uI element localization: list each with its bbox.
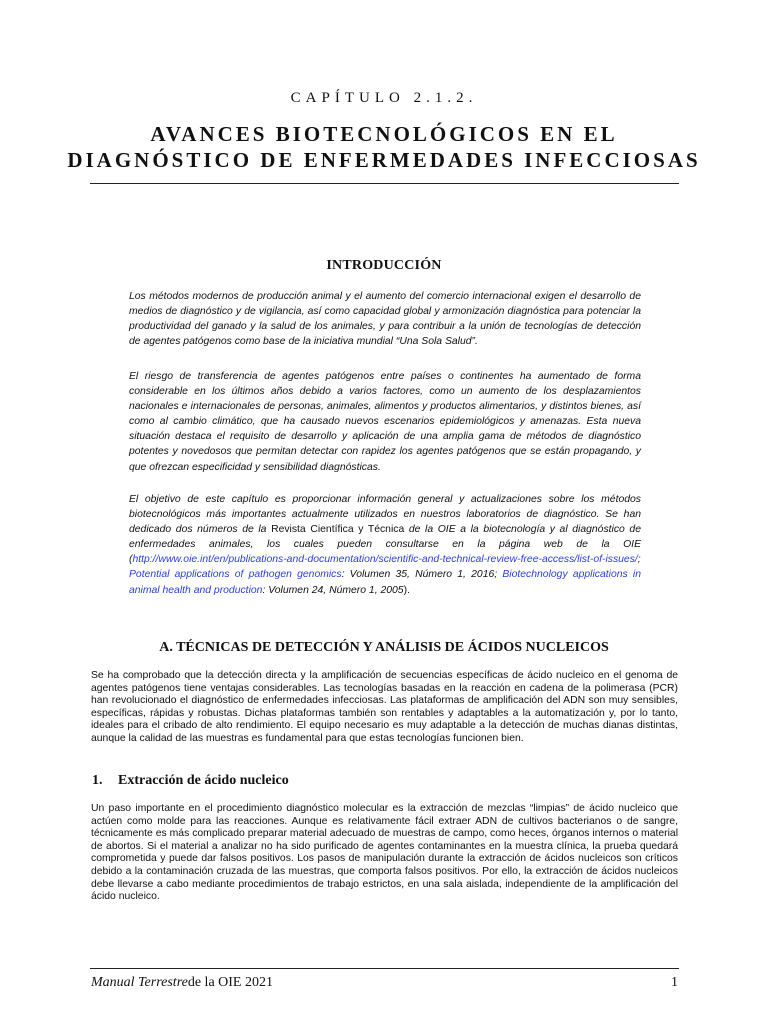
- intro-p3-text-4: : Volumen 35, Número 1, 2016;: [341, 569, 503, 581]
- header-divider: [90, 183, 679, 184]
- footer-manual-rest: de la OIE 2021: [187, 975, 273, 990]
- introduction-paragraph-1: Los métodos modernos de producción animal y el aumento del comercio internacional exigen el desarrollo de medios de diagnóstico y de vigilancia, así como capacidad global y armonización diagnóstica para potenciar la productividad del ganado y la salud de los animales, y para contribuir a la unión de tecnologías de detección de agentes patógenos como base de la iniciativa mundial “Una Sola Salud”.: [129, 291, 641, 348]
- footer-divider: [90, 968, 679, 969]
- footer-manual-title: [91, 975, 273, 991]
- intro-p3-text-2: de la OIE a la biotecnología y al diagnóstico de enfermedades animales, los cuales pueden consultarse en la página web de la OIE (: [129, 524, 641, 566]
- journal-name: Revista Científica y Técnica: [271, 524, 405, 536]
- intro-p3-text-6: ).: [403, 584, 410, 596]
- footer-manual-name: Manual Terrestre: [91, 975, 188, 990]
- chapter-title-line-1: AVANCES BIOTECNOLÓGICOS EN EL: [150, 122, 618, 146]
- page-number: 1: [671, 975, 678, 990]
- intro-p3-text-5: : Volumen 24, Número 1, 2005: [262, 584, 404, 596]
- section-1-paragraph: Un paso importante en el procedimiento diagnóstico molecular es la extracción de mezclas “limpias” de ácido nucleico que actúen como molde para las reacciones. Aunque es relativamente fácil extraer ADN de cultivos bacterianos o de sangre, técnicamente es más complicado preparar material adecuado de muestras de campo, como heces, órganos internos o material de abortos. Si el material a analizar no ha sido purificado de agentes contaminantes en la muestra clínica, la prueba quedará comprometida y puede dar falsos positivos. Los pasos de manipulación durante la extracción de ácidos nucleicos son críticos debido a la contaminación cruzada de las muestras, que comporta falsos positivos. Por ello, la extracción de ácidos nucleicos debe llevarse a cabo mediante procedimientos de trabajo estrictos, en una sala aislada, independiente de la amplificación del ácido nucleico.: [91, 803, 678, 903]
- chapter-title-line-2: DIAGNÓSTICO DE ENFERMEDADES INFECCIOSAS: [67, 148, 701, 172]
- chapter-label: CAPÍTULO 2.1.2.: [290, 90, 478, 106]
- section-1-title: Extracción de ácido nucleico: [118, 773, 289, 788]
- section-1-number: 1.: [92, 773, 103, 788]
- intro-p3-text-1: El objetivo de este capítulo es proporcionar información general y actualizaciones sobre los métodos biotecnológicos más importantes actualmente utilizados en nuestros laboratorios de diagnóstico. Se han dedicado dos números de la: [129, 494, 641, 536]
- section-a-heading: A. TÉCNICAS DE DETECCIÓN Y ANÁLISIS DE ÁCIDOS NUCLEICOS: [159, 640, 609, 655]
- oie-issues-link[interactable]: http://www.oie.int/en/publications-and-documentation/scientific-and-technical-review-free-access/list-of-issues/: [132, 554, 638, 566]
- intro-p3-text-3: ;: [637, 554, 641, 566]
- chapter-title: [0, 121, 768, 173]
- biotechnology-applications-link[interactable]: Biotechnology applications in animal health and production: [129, 569, 641, 596]
- section-1-heading: [92, 773, 289, 789]
- introduction-paragraph-2: El riesgo de transferencia de agentes patógenos entre países o continentes ha aumentado de forma considerable en los últimos años debido a varios factores, como un aumento de los desplazamientos nacionales e internacionales de personas, animales, alimentos y productos alimentarios, y distintos bienes, así como al cambio climático, que ha causado nuevos escenarios epidemiológicos y amenazas. Esta nueva situación destaca el requisito de desarrollo y aplicación de una amplia gama de métodos de diagnóstico potentes y novedosos que permitan detectar con rapidez los agentes patógenos que se están propagando, y que ofrezcan especificidad y sensibilidad diagnósticas.: [129, 371, 641, 473]
- introduction-heading: INTRODUCCIÓN: [326, 258, 442, 273]
- section-a-paragraph: Se ha comprobado que la detección directa y la amplificación de secuencias específicas de ácido nucleico en el genoma de agentes patógenos tiene ventajas considerables. Las tecnologías basadas en la reacción en cadena de la polimerasa (PCR) han revolucionado el diagnóstico de enfermedades infecciosas. Las plataformas de amplificación del ADN son muy sensibles, específicas, rápidas y robustas. Dichas plataformas también son rentables y adaptables a la automatización y, por lo tanto, ideales para el cribado de alto rendimiento. El equipo necesario es muy adaptable a la detección de muchas dianas distintas, aunque la calidad de las muestras es fundamental para que estas tecnologías funcionen bien.: [91, 670, 678, 744]
- pathogen-genomics-link[interactable]: Potential applications of pathogen genomics: [129, 569, 342, 581]
- introduction-paragraph-3: [129, 492, 641, 598]
